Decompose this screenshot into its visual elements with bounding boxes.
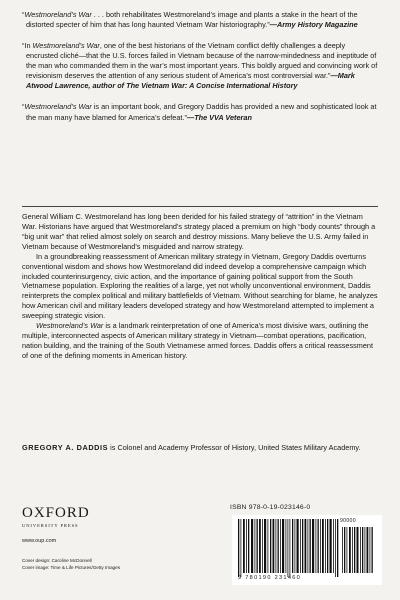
quote-text: is an important book, and Gregory Daddis has provided a new and sophisticated look at the man many have blamed for America’s defeat.”: [26, 102, 377, 122]
quote-attribution: —Army History Magazine: [269, 20, 358, 30]
price-code: 90000: [340, 518, 356, 524]
book-title-ref: Westmoreland’s War: [24, 102, 92, 112]
review-quote-2: [22, 41, 378, 91]
publisher-logo: [22, 506, 90, 528]
publisher-logo-sub: UNIVERSITY PRESS: [22, 523, 79, 528]
review-quote-1: “Westmoreland’s War . . . both rehabilitates Westmoreland’s image and plants a stake in the heart of the distorted specter of him that has long haunted Vietnam War historiography.”—Army History Magazine: [22, 10, 358, 30]
book-title-ref: Westmoreland’s War: [36, 321, 104, 331]
description-paragraph-3: [22, 321, 378, 361]
author-bio: [22, 443, 378, 453]
paragraph-text: is a landmark reinterpretation of one of America’s most divisive wars, outlining the multiple, interconnected aspects of American military strategy in Vietnam—combat operations, pacification, nation building, and the training of the South Vietnamese armed forces. Daddis offers a critical reassessment of one of the defining moments in American history.: [22, 321, 373, 360]
cover-design-credit: Cover design: Caroline McDonnell: [22, 558, 92, 563]
barcode-digits: 9 780190 231460: [238, 575, 302, 581]
book-description: [22, 212, 378, 361]
publisher-logo-main: OXFORD: [22, 505, 90, 521]
cover-credits: [22, 558, 120, 572]
book-title-ref: Westmoreland’s War: [24, 10, 92, 19]
description-paragraph-2: In a groundbreaking reassessment of American military strategy in Vietnam, Gregory Daddis overturns conventional wisdom and shows how Westmoreland did indeed develop a comprehensive campaign which included counterinsurgency, civic action, and the importance of gaining political support from the South Vietnamese population. Exploring the realities of a large, yet not wholly unconventional environment, Daddis reinterprets the complex political and military battlefields of Vietnam. Without searching for blame, he analyzes how American civil and military leaders developed strategy and how Westmoreland attempted to implement a sweeping strategic vision.: [22, 251, 378, 321]
quote-attribution: —Mark Atwood Lawrence, author of The Vietnam War: A Concise International History: [26, 71, 355, 91]
description-paragraph-1: General William C. Westmoreland has long been derided for his failed strategy of “attrition” in the Vietnam War. Historians have argued that Westmoreland’s strategy placed a premium on high “body counts” through a “big unit war” that relied almost solely on search and destroy missions. Many believe the U.S. Army failed in Vietnam because of Westmoreland’s misguided and narrow strategy.: [22, 212, 376, 251]
review-quote-3: “Westmoreland’s War is an important book, and Gregory Daddis has provided a new and sophisticated look at the man many have blamed for America’s defeat.”—The VVA Veteran: [22, 102, 377, 122]
quote-text: . . . both rehabilitates Westmoreland’s image and plants a stake in the heart of the distorted specter of him that has long haunted Vietnam War historiography.”: [26, 10, 358, 30]
divider: [22, 206, 378, 207]
publisher-website: www.oup.com: [22, 538, 57, 544]
quote-lead: “In: [22, 41, 33, 51]
quote-attribution: —The VVA Veteran: [186, 112, 252, 122]
quote-text: , one of the best historians of the Vietnam conflict deftly challenges a deeply encrusted cliché—that the U.S. forces failed in Vietnam because of the narrow-mindedness and ineptitude of the man who commanded them in the war’s most important years. This boldly argued and convincing work of revisionism deserves the attention of any serious student of America’s most controversial war.”: [26, 41, 378, 81]
author-description: is Colonel and Academy Professor of History, United States Military Academy.: [108, 443, 361, 452]
book-title-ref: Westmoreland’s War: [32, 41, 100, 51]
cover-image-credit: Cover image: Time & Life Pictures/Getty Images: [22, 564, 121, 570]
isbn-label: ISBN 978-0-19-023146-0: [230, 504, 311, 511]
author-name: GREGORY A. DADDIS: [22, 443, 109, 452]
review-quotes: [22, 10, 378, 134]
